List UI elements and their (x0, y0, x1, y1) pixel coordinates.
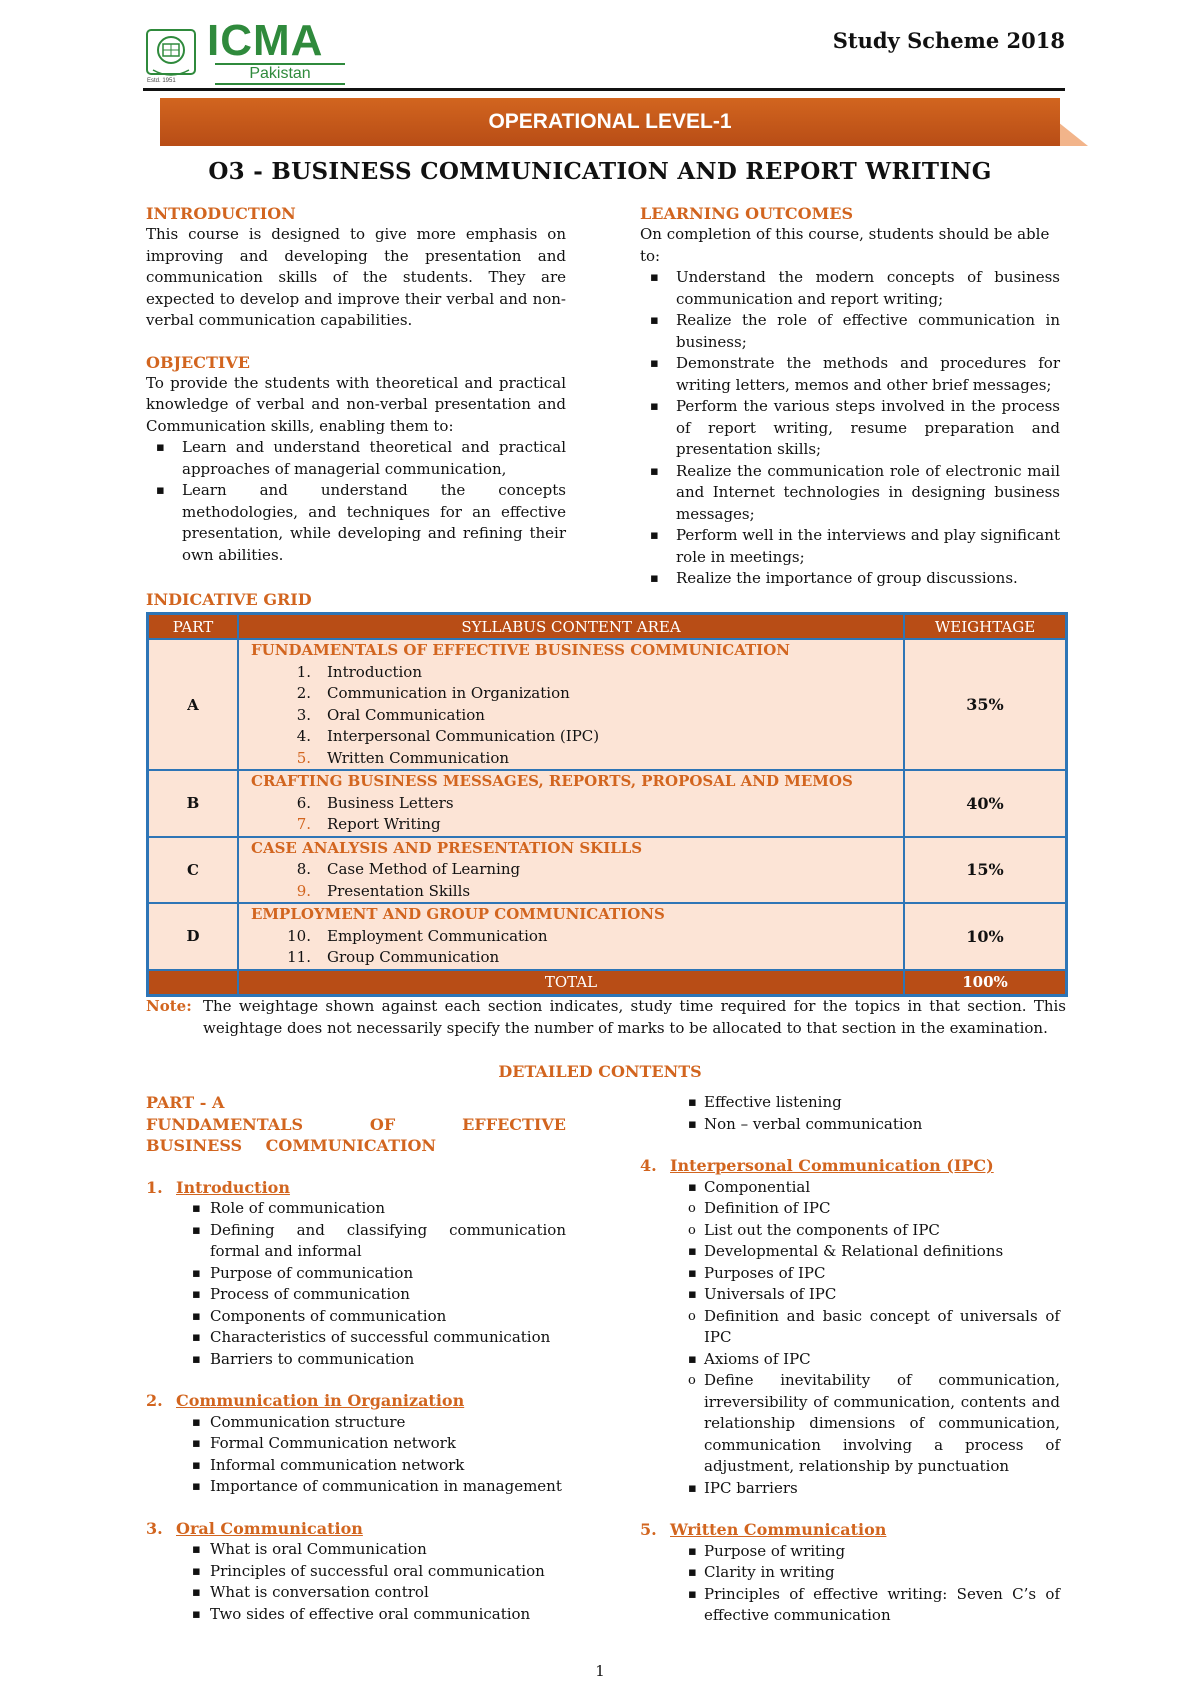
weightage-note (146, 996, 1066, 1039)
detailed-contents-heading: DETAILED CONTENTS (498, 1062, 702, 1081)
area-cell (238, 639, 904, 770)
area-item: 8. Case Method of Learning (296, 860, 521, 878)
introduction-text: This course is designed to give more emphasis on improving and developing the presentation and communication skills of the students. They are expected to develop and improve their verbal and non-verbal communication capabilities. (146, 225, 566, 329)
left-column (146, 203, 566, 566)
list-item: ▪ Components of communication (146, 1306, 566, 1328)
note-text: The weightage shown against each section indicates, study time required for the topics in that section. This weightage does not necessarily specify the number of marks to be allocated to that section in the examination. (203, 997, 1066, 1037)
list-item: ▪ Effective listening (640, 1092, 1060, 1114)
topic-heading: 3. Oral Communication (146, 1518, 363, 1538)
area-title: EMPLOYMENT AND GROUP COMMUNICATIONS (251, 905, 665, 923)
list-item: ▪ Principles of successful oral communication (146, 1561, 566, 1583)
objective-list (146, 437, 566, 566)
learning-outcomes-list (640, 267, 1060, 590)
total-value: 100% (904, 970, 1067, 996)
topic-heading: 1. Introduction (146, 1177, 290, 1197)
area-item: 10. Employment Communication (287, 926, 548, 945)
topic-list (640, 1541, 1060, 1627)
header-divider (143, 88, 1065, 91)
part-label: PART - A (146, 1093, 225, 1112)
list-item: ▪ Realize the communication role of electronic mail and Internet technologies in designing business messages; (640, 461, 1060, 526)
indicative-grid-heading: INDICATIVE GRID (146, 590, 312, 609)
list-item: ▪ What is oral Communication (146, 1539, 566, 1561)
table-row (148, 639, 1067, 770)
area-item: 6. Business Letters (296, 793, 454, 812)
note-label: Note: (146, 997, 192, 1015)
area-title: CASE ANALYSIS AND PRESENTATION SKILLS (251, 838, 643, 857)
column-header-part: PART (148, 614, 239, 640)
list-item: ▪ Communication structure (146, 1412, 566, 1434)
table-header-row (148, 614, 1067, 640)
learning-outcomes-text: On completion of this course, students should be able to: (640, 225, 1050, 265)
column-header-area: SYLLABUS CONTENT AREA (238, 614, 904, 640)
crest-icon (143, 26, 199, 86)
area-item: 9. Presentation Skills (296, 881, 471, 900)
learning-outcomes-heading: LEARNING OUTCOMES (640, 204, 854, 223)
area-item: 7. Report Writing (296, 815, 441, 833)
logo-subtitle: Pakistan (215, 63, 345, 85)
part-cell: A (148, 639, 239, 770)
sub-item: o Define inevitability of communication, irreversibility of communication, contents and relationship dimensions of communication, communication involving a process of adjustment, relationship by punctuation (640, 1370, 1060, 1478)
list-item: ▪ Developmental & Relational definitions (640, 1241, 1060, 1263)
topic-heading: 4. Interpersonal Communication (IPC) (640, 1156, 994, 1175)
sub-item: o Definition of IPC (640, 1198, 1060, 1220)
table-row (148, 837, 1067, 904)
topic-list (146, 1539, 566, 1625)
total-row (148, 970, 1067, 996)
list-item: ▪ Informal communication network (146, 1455, 566, 1477)
area-item: 5. Written Communication (296, 748, 510, 767)
weightage-cell: 15% (904, 837, 1067, 904)
area-item: 4. Interpersonal Communication (IPC) (296, 727, 600, 745)
level-banner-text: OPERATIONAL LEVEL-1 (488, 110, 732, 133)
list-item: ▪ Principles of effective writing: Seven C’s of effective communication (640, 1584, 1060, 1627)
area-item: 3. Oral Communication (296, 705, 485, 724)
list-item: ▪ IPC barriers (640, 1478, 1060, 1500)
icma-logo (143, 16, 353, 86)
right-column (640, 203, 1060, 590)
list-item: ▪ Purpose of writing (640, 1541, 1060, 1563)
list-item: ▪ Axioms of IPC o Define inevitability of communication, irreversibility of communication, contents and relationship dimensions of communication, communication involving a process of adjustment, relationship by punctuation (640, 1349, 1060, 1478)
detailed-right-column (640, 1092, 1060, 1627)
area-title: FUNDAMENTALS OF EFFECTIVE BUSINESS COMMUNICATION (251, 641, 790, 659)
weightage-cell: 10% (904, 903, 1067, 970)
logo-text: ICMA (207, 16, 324, 65)
list-item: ▪ Perform well in the interviews and play significant role in meetings; (640, 525, 1060, 568)
sub-item: o List out the components of IPC (640, 1220, 1060, 1242)
column-header-weightage: WEIGHTAGE (904, 614, 1067, 640)
topic-list (640, 1177, 1060, 1500)
area-cell (238, 903, 904, 970)
total-label: TOTAL (238, 970, 904, 996)
list-item: ▪ Barriers to communication (146, 1349, 566, 1371)
sub-item: o Definition and basic concept of universals of IPC (640, 1306, 1060, 1349)
list-item: ▪ Two sides of effective oral communication (146, 1604, 566, 1626)
topic-heading: 5. Written Communication (640, 1520, 887, 1539)
list-item: ▪ Understand the modern concepts of business communication and report writing; (640, 267, 1060, 310)
objective-text: To provide the students with theoretical and practical knowledge of verbal and non-verbal presentation and Communication skills, enabling them to: (146, 373, 566, 435)
weightage-cell: 35% (904, 639, 1067, 770)
area-title: CRAFTING BUSINESS MESSAGES, REPORTS, PROPOSAL AND MEMOS (251, 772, 853, 790)
list-item: ▪ Demonstrate the methods and procedures for writing letters, memos and other brief messages; (640, 353, 1060, 396)
list-item: ▪ Role of communication (146, 1198, 566, 1220)
area-item: 11. Group Communication (287, 948, 500, 966)
objective-heading: OBJECTIVE (146, 352, 250, 372)
weightage-cell: 40% (904, 770, 1067, 837)
list-item: ▪ Realize the importance of group discussions. (640, 568, 1060, 590)
list-item: ▪ Formal Communication network (146, 1433, 566, 1455)
area-item: 2. Communication in Organization (296, 684, 570, 702)
list-item: ▪ Non – verbal communication (640, 1114, 1060, 1136)
list-item: ▪ Defining and classifying communication formal and informal (146, 1220, 566, 1263)
page-number: 1 (595, 1662, 605, 1680)
banner-tail (1058, 122, 1088, 146)
introduction-heading: INTRODUCTION (146, 204, 296, 223)
part-cell: C (148, 837, 239, 904)
list-item: ▪ Realize the role of effective communication in business; (640, 310, 1060, 353)
list-item: ▪ Importance of communication in management (146, 1476, 566, 1498)
topic-heading: 2. Communication in Organization (146, 1391, 465, 1410)
area-item: 1. Introduction (296, 662, 422, 681)
detailed-left-column (146, 1092, 566, 1625)
list-item: ▪ Learn and understand theoretical and practical approaches of managerial communication, (146, 437, 566, 480)
table-row (148, 770, 1067, 837)
list-item: ▪ Perform the various steps involved in the process of report writing, resume preparation and presentation skills; (640, 396, 1060, 461)
part-cell: B (148, 770, 239, 837)
topic-list (640, 1092, 1060, 1135)
indicative-grid-table (146, 612, 1068, 997)
list-item: ▪ Clarity in writing (640, 1562, 1060, 1584)
study-scheme-label: Study Scheme 2018 (832, 28, 1065, 53)
list-item: ▪ Purposes of IPC (640, 1263, 1060, 1285)
list-item: ▪ Purpose of communication (146, 1263, 566, 1285)
list-item: ▪ What is conversation control (146, 1582, 566, 1604)
list-item: ▪ Universals of IPC o Definition and basic concept of universals of IPC (640, 1284, 1060, 1349)
area-cell (238, 770, 904, 837)
list-item: ▪ Componential o Definition of IPC o List out the components of IPC (640, 1177, 1060, 1242)
level-banner (160, 98, 1060, 146)
table-row (148, 903, 1067, 970)
topic-list (146, 1412, 566, 1498)
list-item: ▪ Characteristics of successful communication (146, 1327, 566, 1349)
topic-list (146, 1198, 566, 1370)
area-cell (238, 837, 904, 904)
part-title: FUNDAMENTALS OF EFFECTIVE BUSINESS COMMUNICATION (146, 1114, 566, 1155)
part-cell: D (148, 903, 239, 970)
list-item: ▪ Process of communication (146, 1284, 566, 1306)
course-title: O3 - BUSINESS COMMUNICATION AND REPORT WRITING (208, 158, 992, 185)
logo-est: Estd. 1951 (147, 78, 176, 84)
list-item: ▪ Learn and understand the concepts methodologies, and techniques for an effective presentation, while developing and refining their own abilities. (146, 480, 566, 566)
